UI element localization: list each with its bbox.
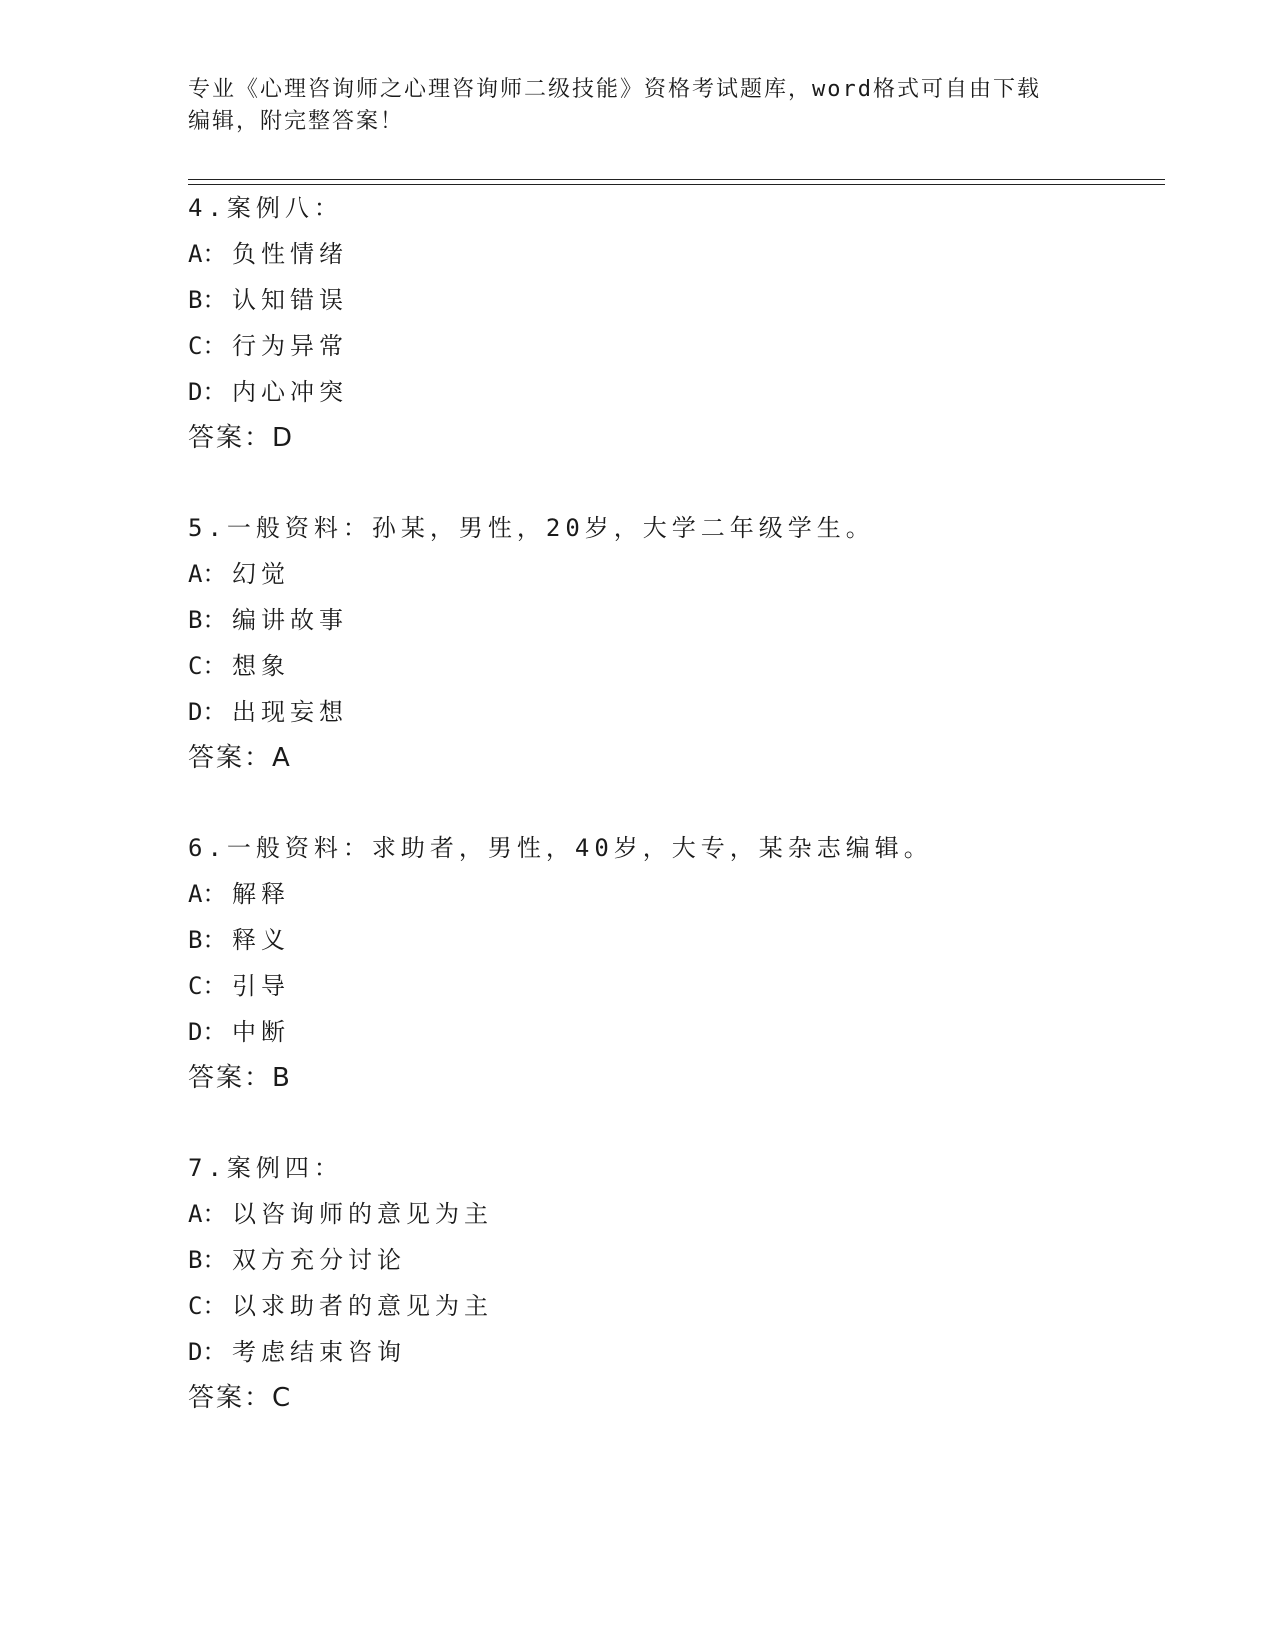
option-key: A： xyxy=(188,1200,227,1228)
question-stem: 4.案例八： xyxy=(188,194,343,222)
option-key: D： xyxy=(188,698,227,726)
option-a xyxy=(188,871,1138,917)
option-a xyxy=(188,1191,1138,1237)
option-key: B： xyxy=(188,926,227,954)
option-c xyxy=(188,323,1138,369)
option-key: D： xyxy=(188,378,227,406)
option-text: 考虑结束咨询 xyxy=(232,1338,406,1366)
option-text: 幻觉 xyxy=(232,560,290,588)
option-text: 引导 xyxy=(232,972,290,1000)
option-text: 内心冲突 xyxy=(232,378,348,406)
question-stem: 6.一般资料：求助者，男性，40岁，大专，某杂志编辑。 xyxy=(188,834,933,862)
option-key: A： xyxy=(188,560,227,588)
option-key: C： xyxy=(188,332,227,360)
answer-line: 答案：C xyxy=(188,1383,293,1413)
option-b xyxy=(188,277,1138,323)
option-d xyxy=(188,689,1138,735)
option-text: 以求助者的意见为主 xyxy=(232,1292,493,1320)
option-key: B： xyxy=(188,606,227,634)
option-a xyxy=(188,231,1138,277)
option-c xyxy=(188,1283,1138,1329)
option-b xyxy=(188,917,1138,963)
option-key: A： xyxy=(188,880,227,908)
option-text: 负性情绪 xyxy=(232,240,348,268)
option-d xyxy=(188,1329,1138,1375)
option-b xyxy=(188,597,1138,643)
option-d xyxy=(188,1009,1138,1055)
option-key: C： xyxy=(188,1292,227,1320)
answer-line: 答案：A xyxy=(188,743,292,773)
option-key: A： xyxy=(188,240,227,268)
option-c xyxy=(188,963,1138,1009)
header-line-2: 编辑，附完整答案！ xyxy=(188,109,405,134)
option-c xyxy=(188,643,1138,689)
option-text: 释义 xyxy=(232,926,290,954)
option-text: 以咨询师的意见为主 xyxy=(232,1200,493,1228)
option-text: 中断 xyxy=(232,1018,290,1046)
option-key: B： xyxy=(188,1246,227,1274)
question-stem: 7.案例四： xyxy=(188,1154,343,1182)
document-header xyxy=(188,74,1088,138)
question-block xyxy=(188,825,1138,1101)
option-a xyxy=(188,551,1138,597)
option-key: D： xyxy=(188,1018,227,1046)
question-block xyxy=(188,505,1138,781)
option-b xyxy=(188,1237,1138,1283)
option-key: C： xyxy=(188,972,227,1000)
option-text: 行为异常 xyxy=(232,332,348,360)
option-text: 双方充分讨论 xyxy=(232,1246,406,1274)
answer-line: 答案：B xyxy=(188,1063,292,1093)
option-text: 解释 xyxy=(232,880,290,908)
option-key: C： xyxy=(188,652,227,680)
option-text: 认知错误 xyxy=(232,286,348,314)
header-divider-top xyxy=(188,179,1165,180)
answer-line: 答案：D xyxy=(188,423,295,453)
option-key: D： xyxy=(188,1338,227,1366)
header-line-1: 专业《心理咨询师之心理咨询师二级技能》资格考试题库，word格式可自由下载 xyxy=(188,77,1041,102)
question-block xyxy=(188,185,1138,461)
option-text: 想象 xyxy=(232,652,290,680)
option-key: B： xyxy=(188,286,227,314)
question-block xyxy=(188,1145,1138,1421)
option-text: 编讲故事 xyxy=(232,606,348,634)
question-stem: 5.一般资料：孙某，男性，20岁，大学二年级学生。 xyxy=(188,514,875,542)
option-d xyxy=(188,369,1138,415)
option-text: 出现妄想 xyxy=(232,698,348,726)
